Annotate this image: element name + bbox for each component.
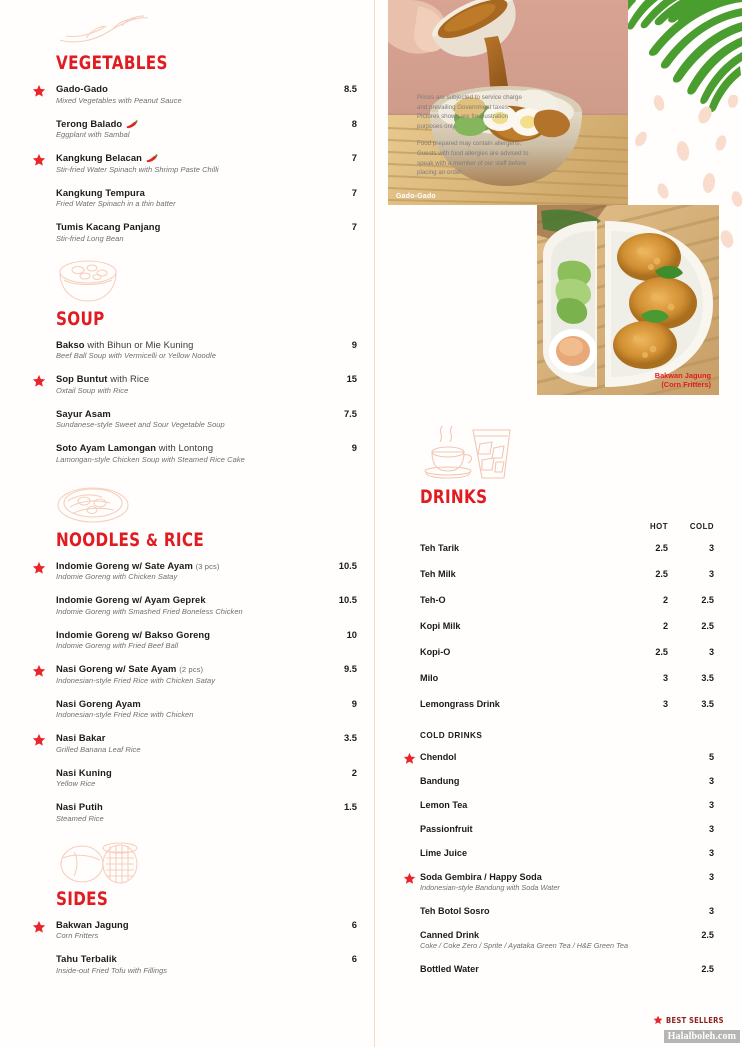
menu-item-name: Gado-Gado [56,83,108,94]
menu-item [30,629,357,652]
menu-item-price: 7 [351,152,357,163]
menu-item [30,83,357,106]
drink-hot-price: 3 [662,699,668,709]
section-heading: NOODLES & RICE [56,528,205,551]
cold-drink-item [420,906,714,916]
menu-item-price: 2 [351,766,357,778]
bakwan-jagung-photo [537,205,719,395]
drinks-section [375,420,742,988]
menu-item [30,118,357,141]
coffee-cup-and-iced-glass-icon [420,420,714,482]
menu-item-description: Indomie Goreng with Smashed Fried Boneless Chicken [56,606,243,616]
drink-hot-price: 2.5 [655,543,668,553]
menu-item-price: 9 [351,442,357,453]
cold-drink-price: 5 [708,752,714,762]
drinks-table-row [420,647,714,673]
cold-drink-row [420,964,714,974]
menu-item-price: 9.5 [343,663,357,674]
menu-item-row [56,221,357,233]
menu-item [30,732,357,755]
menu-item-price: 10 [346,628,357,640]
disclaimer-paragraph-2: Food prepared may contain allergens. Guests with food allergies are advised to speak with a member of our staff before placing an order. [417,140,529,177]
watermark: Halalboleh.com [664,1030,740,1043]
cold-drink-item [420,800,714,810]
cold-drink-name: Lemon Tea [420,800,468,810]
cold-drink-row [420,930,714,940]
menu-item-description: Mixed Vegetables with Peanut Sauce [56,95,182,105]
menu-item-row [56,152,357,164]
disclaimer-paragraph-1: Prices are subjected to service charge and prevailing Government taxes. Pictures shown are for illustration purposes only. [417,94,522,130]
cold-drink-name: Bottled Water [420,964,479,974]
cold-drink-item [420,776,714,786]
menu-item-row [56,560,357,572]
drink-cold-price: 2.5 [701,621,714,631]
menu-item-row [56,953,357,965]
menu-item-row [56,698,357,710]
drinks-name-col-header [420,522,622,543]
drinks-table-row [420,569,714,595]
menu-item-description: Fried Water Spinach in a thin batter [56,199,176,209]
drink-cold-price: 2.5 [701,595,714,605]
menu-item-name: Bakwan Jagung [56,918,129,930]
drink-name: Teh Milk [420,569,456,579]
cold-drink-name: Bandung [420,776,460,786]
menu-item-row [56,732,357,744]
drinks-table-row [420,699,714,725]
menu-item-description: Stir-fried Water Spinach with Shrimp Paste Chilli [56,164,219,174]
chili-sprig-icon [56,8,152,48]
menu-item-price: 7 [351,221,357,232]
star-icon [403,872,416,885]
best-sellers-legend [653,1015,734,1025]
menu-item-name: Nasi Putih [56,801,103,812]
chili-icon [145,154,158,163]
menu-item-price: 6 [351,918,357,930]
menu-item [30,339,357,362]
menu-item-row [56,442,357,454]
menu-item [30,594,357,617]
drink-hot-price: 2.5 [655,569,668,579]
drinks-cold-col-header: COLD [689,522,714,531]
cold-drink-row [420,872,714,882]
menu-item [30,221,357,244]
menu-item-row [56,118,357,130]
star-icon [653,1015,663,1025]
menu-item-description: Grilled Banana Leaf Rice [56,744,141,754]
menu-item-price: 15 [346,373,357,384]
cold-drink-name: Canned Drink [420,930,480,940]
menu-item-name: Nasi Goreng Ayam [56,697,141,709]
drinks-heading: DRINKS [420,486,488,508]
cold-drink-row [420,752,714,762]
menu-item-description: Oxtail Soup with Rice [56,385,129,395]
menu-item-price: 3.5 [343,732,357,743]
menu-item [30,187,357,210]
chili-icon [125,120,138,129]
menu-item [30,698,357,721]
menu-item-price: 10.5 [338,594,357,605]
menu-item-row [56,83,357,95]
menu-item-description: Eggplant with Sambal [56,130,130,140]
drink-name: Kopi-O [420,647,451,657]
cold-drink-name: Soda Gembira / Happy Soda [420,872,542,882]
cold-drink-item [420,964,714,974]
cold-drink-row [420,824,714,834]
drink-name: Teh-O [420,595,446,605]
star-icon [32,374,46,388]
menu-item-name: Kangkung Belacan [56,152,166,164]
drinks-table-row [420,595,714,621]
menu-item-row [56,767,357,779]
drink-hot-price: 2 [662,595,668,605]
menu-item-description: Steamed Rice [56,813,104,823]
menu-item-description: Indonesian-style Fried Rice with Chicken [56,710,194,720]
soup-bowl-icon [56,258,120,304]
cold-drink-name: Chendol [420,752,457,762]
menu-item-price: 8 [351,117,357,129]
menu-item-description: Lamongan-style Chicken Soup with Steamed Rice Cake [56,454,245,464]
best-sellers-label: BEST SELLERS [666,1015,724,1025]
drink-cold-price: 3 [708,647,714,657]
cold-drink-row [420,906,714,916]
disclaimer-text [417,93,529,178]
cold-drink-item [420,824,714,834]
menu-section [30,836,357,976]
menu-item-price: 8.5 [343,83,357,94]
menu-item-price: 7.5 [343,407,357,419]
menu-item-description: Yellow Rice [56,779,96,789]
menu-item-row [56,594,357,606]
cold-drink-description: Indonesian-style Bandung with Soda Water [420,883,560,892]
cold-drink-item [420,848,714,858]
cold-drink-item [420,930,714,950]
drink-hot-price: 2 [662,621,668,631]
noodle-plate-icon [30,477,357,525]
menu-item [30,373,357,396]
drinks-price-table [420,522,714,725]
drink-hot-price: 2.5 [655,647,668,657]
bakwan-caption-line1: Bakwan Jagung [654,370,711,380]
drink-cold-price: 3 [708,569,714,579]
cold-drink-description: Coke / Coke Zero / Sprite / Ayataka Green Tea / H&E Green Tea [420,941,628,950]
drinks-table-row [420,621,714,647]
bakwan-jagung-illustration [537,205,719,395]
menu-item-name: Indomie Goreng w/ Ayam Geprek [56,594,206,605]
decorative-photo-area [375,0,742,420]
menu-item-price: 6 [351,953,357,964]
star-icon [32,664,46,678]
menu-item-description: Indonesian-style Fried Rice with Chicken Satay [56,675,216,685]
menu-item [30,152,357,175]
menu-item [30,663,357,686]
cold-drink-item [420,872,714,892]
drink-name: Kopi Milk [420,621,461,631]
menu-item [30,801,357,824]
star-icon [32,561,46,575]
drink-name: Teh Tarik [420,543,460,553]
cold-drink-price: 2.5 [701,964,714,974]
cold-drink-item [420,752,714,762]
cold-drink-price: 3 [708,776,714,786]
menu-item-name: Tahu Terbalik [56,953,117,964]
right-menu-column [375,0,742,1047]
menu-item-name: Indomie Goreng w/ Sate Ayam (3 pcs) [56,559,220,571]
menu-item [30,919,357,942]
menu-item-name: Tumis Kacang Panjang [56,221,161,232]
menu-item-description: Indomie Goreng with Fried Beef Ball [56,641,179,651]
menu-item-name: Bakso with Bihun or Mie Kuning [56,338,194,350]
menu-item-row [56,663,357,675]
menu-item-name: Sop Buntut with Rice [56,373,150,384]
menu-item [30,560,357,583]
cold-drink-price: 3 [708,906,714,916]
section-heading: SIDES [56,887,109,910]
drinks-table-row [420,543,714,569]
noodle-plate-icon [56,481,130,525]
menu-item-price: 9 [351,338,357,350]
star-icon [32,920,46,934]
drink-name: Milo [420,673,439,683]
menu-item-price: 1.5 [343,801,357,812]
drink-cold-price: 3 [708,543,714,553]
corn-fritter-icon [56,840,142,884]
menu-item [30,767,357,790]
star-icon [403,752,416,765]
menu-section [30,256,357,465]
drink-cold-price: 3.5 [701,673,714,683]
drink-hot-price: 3 [662,673,668,683]
corn-fritter-icon [30,836,357,884]
menu-section [30,477,357,824]
menu-section [30,0,357,244]
bakwan-jagung-caption [655,371,711,390]
cold-drink-price: 3 [708,848,714,858]
bakwan-caption-line2: (Corn Fritters) [661,379,711,389]
menu-item-row [56,919,357,931]
menu-item-name: Sayur Asam [56,407,111,419]
menu-item-price: 9 [351,697,357,709]
menu-item-description: Sundanese-style Sweet and Sour Vegetable Soup [56,420,225,430]
menu-item-name: Soto Ayam Lamongan with Lontong [56,442,214,453]
cold-drink-row [420,776,714,786]
section-heading: VEGETABLES [56,52,168,74]
menu-item-name: Kangkung Tempura [56,186,145,198]
menu-item [30,408,357,431]
menu-item [30,953,357,976]
star-icon [32,153,46,167]
star-icon [32,84,46,98]
cold-drink-price: 3 [708,872,714,882]
menu-item-description: Inside-out Fried Tofu with Fillings [56,965,168,975]
drink-cold-price: 3.5 [701,699,714,709]
drinks-hot-col-header: HOT [650,522,668,531]
menu-item-name: Nasi Bakar [56,732,106,743]
menu-item-name: Nasi Kuning [56,766,112,778]
chili-sprig-icon [30,0,357,48]
menu-item-name: Nasi Goreng w/ Sate Ayam (2 pcs) [56,663,204,674]
menu-item-row [56,629,357,641]
cold-drink-name: Teh Botol Sosro [420,906,490,916]
gado-gado-caption: Gado-Gado [396,193,436,200]
menu-item-row [56,801,357,813]
section-heading: SOUP [56,307,105,330]
menu-item-description: Indomie Goreng with Chicken Satay [56,572,178,582]
menu-item-name: Indomie Goreng w/ Bakso Goreng [56,628,211,640]
menu-item-row [56,187,357,199]
menu-item [30,442,357,465]
soup-bowl-icon [30,256,357,304]
menu-item-price: 7 [351,186,357,198]
menu-item-price: 10.5 [338,559,357,571]
menu-item-description: Stir-fried Long Bean [56,233,124,243]
cold-drinks-heading: COLD DRINKS [420,731,483,740]
menu-item-row [56,339,357,351]
drinks-table-row [420,673,714,699]
cold-drink-name: Passionfruit [420,824,473,834]
cold-drink-name: Lime Juice [420,848,468,858]
star-icon [32,733,46,747]
cold-drink-row [420,800,714,810]
drink-name: Lemongrass Drink [420,699,500,709]
cold-drink-price: 3 [708,800,714,810]
menu-item-row [56,373,357,385]
menu-item-description: Beef Ball Soup with Vermicelli or Yellow Noodle [56,351,216,361]
menu-item-row [56,408,357,420]
menu-item-description: Corn Fritters [56,931,99,941]
cold-drink-price: 3 [708,824,714,834]
cold-drink-row [420,848,714,858]
drinks-table-header-row [420,522,714,543]
cold-drink-price: 2.5 [701,930,714,940]
menu-item-name: Terong Balado [56,118,146,130]
